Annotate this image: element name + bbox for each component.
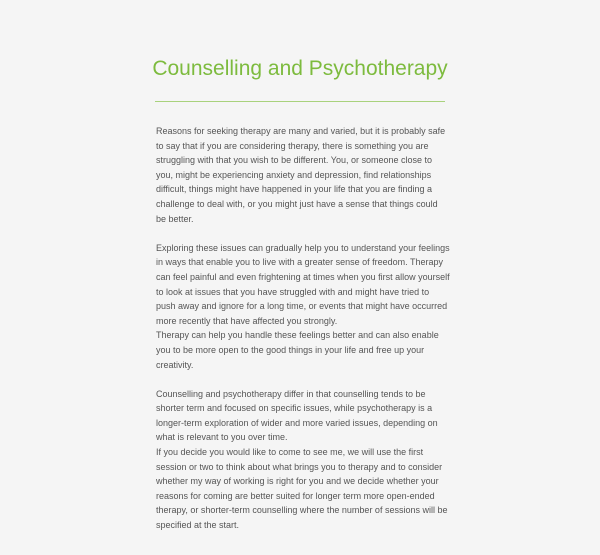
paragraph-differences: Counselling and psychotherapy differ in that counselling tends to be shorter term and focused on specific issues, while psychotherapy is a longer-term exploration of wider and more varied issues, depending on what is relevant to you over time. bbox=[156, 388, 438, 443]
title-divider bbox=[155, 101, 445, 102]
paragraph-first-session: If you decide you would like to come to see me, we will use the first session or two to think about what brings you to therapy and to consider whether my way of working is right for you and we decide whether your reasons for coming are better suited for longer term more open-ended therapy, or shorter-term counselling where the number of sessions will be specified at the start. bbox=[156, 447, 448, 531]
article-body bbox=[156, 124, 450, 533]
page-title: Counselling and Psychotherapy bbox=[152, 57, 448, 80]
paragraph-exploring: Exploring these issues can gradually help you to understand your feelings in ways that enable you to live with a greater sense of freedom. Therapy can feel painful and even frightening at times when you first allow yourself to look at issues that you have struggled with and might have tried to push away and ignore for a long time, or events that might have occurred more recently that have affected you strongly. bbox=[156, 242, 450, 326]
paragraph-reasons: Reasons for seeking therapy are many and varied, but it is probably safe to say that if you are considering therapy, there is something you are struggling with that you wish to be different. You, or someone close to you, might be experiencing anxiety and depression, find relationships difficult, things might have happened in your life that you are finding a challenge to deal with, or you might just have a sense that things could be better. bbox=[156, 126, 446, 224]
paragraph-therapy-help: Therapy can help you handle these feelings better and can also enable you to be more open to the good things in your life and free up your creativity. bbox=[156, 330, 439, 370]
